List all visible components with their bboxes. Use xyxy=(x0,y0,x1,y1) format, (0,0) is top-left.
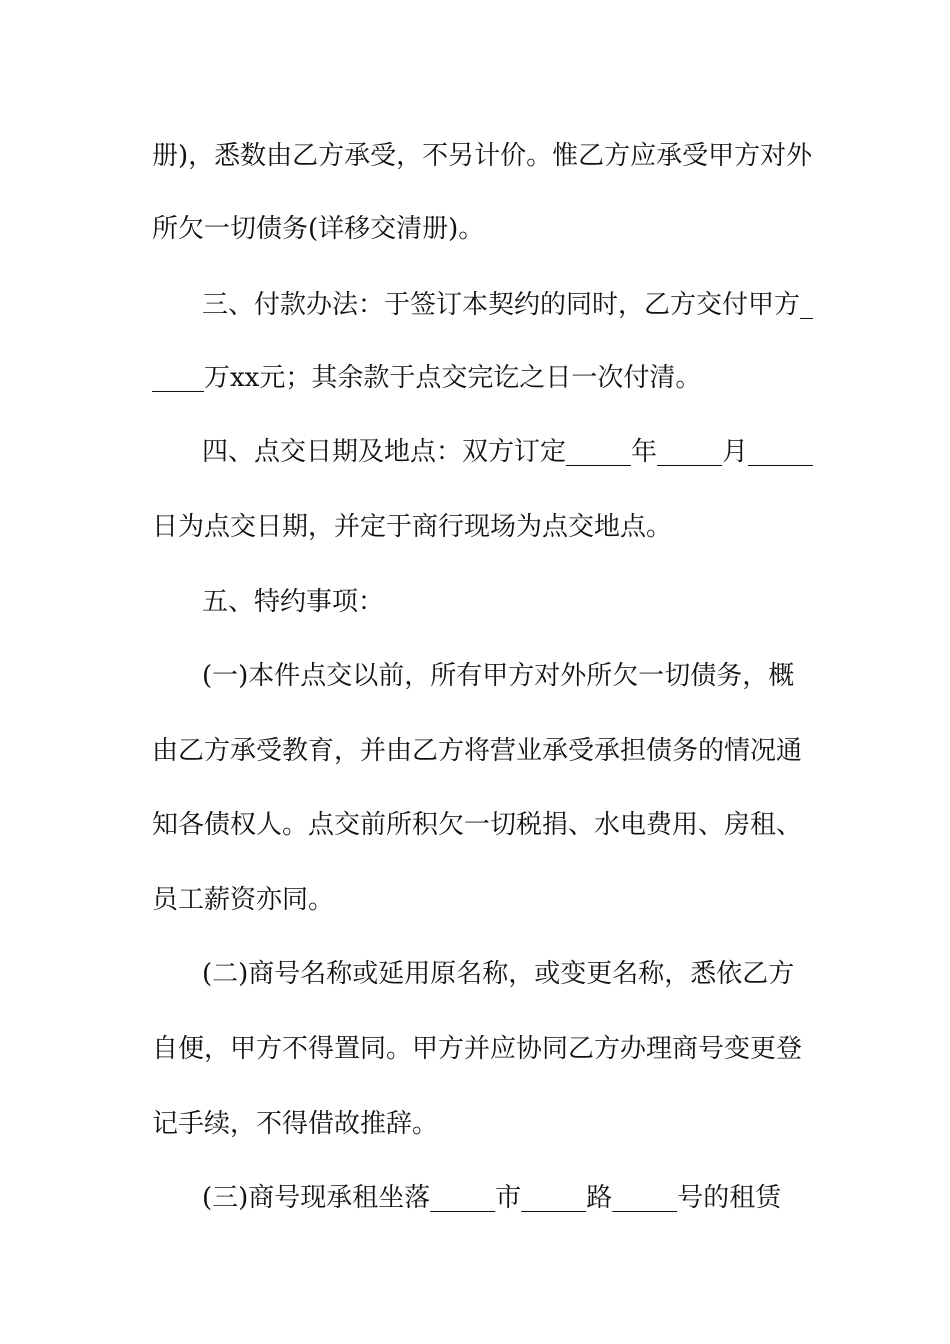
text-line: 记手续，不得借故推辞。 xyxy=(152,1109,439,1139)
text-line: 知各债权人。点交前所积欠一切税捐、水电费用、房租、 xyxy=(152,810,803,840)
text-line: 五、特约事项： xyxy=(202,587,385,617)
text-line: 三、付款办法：于签订本契约的同时，乙方交付甲方_ xyxy=(202,290,814,320)
text-line: 所欠一切债务(详移交清册)。 xyxy=(152,214,485,244)
text-line: 员工薪资亦同。 xyxy=(152,885,335,915)
text-line: (二)商号名称或延用原名称，或变更名称，悉依乙方 xyxy=(202,959,795,989)
text-line: ____万xx元；其余款于点交完讫之日一次付清。 xyxy=(152,363,702,393)
text-line: 日为点交日期，并定于商行现场为点交地点。 xyxy=(152,512,673,542)
text-line: 由乙方承受教育，并由乙方将营业承受承担债务的情况通 xyxy=(152,736,803,766)
text-line: (三)商号现承租坐落_____市_____路_____号的租赁 xyxy=(202,1183,782,1213)
text-line: 自便，甲方不得置同。甲方并应协同乙方办理商号变更登 xyxy=(152,1034,803,1064)
text-line: 册)，悉数由乙方承受，不另计价。惟乙方应承受甲方对外 xyxy=(152,141,813,171)
text-line: (一)本件点交以前，所有甲方对外所欠一切债务，概 xyxy=(202,661,795,691)
text-line: 四、点交日期及地点：双方订定_____年_____月_____ xyxy=(202,437,814,467)
